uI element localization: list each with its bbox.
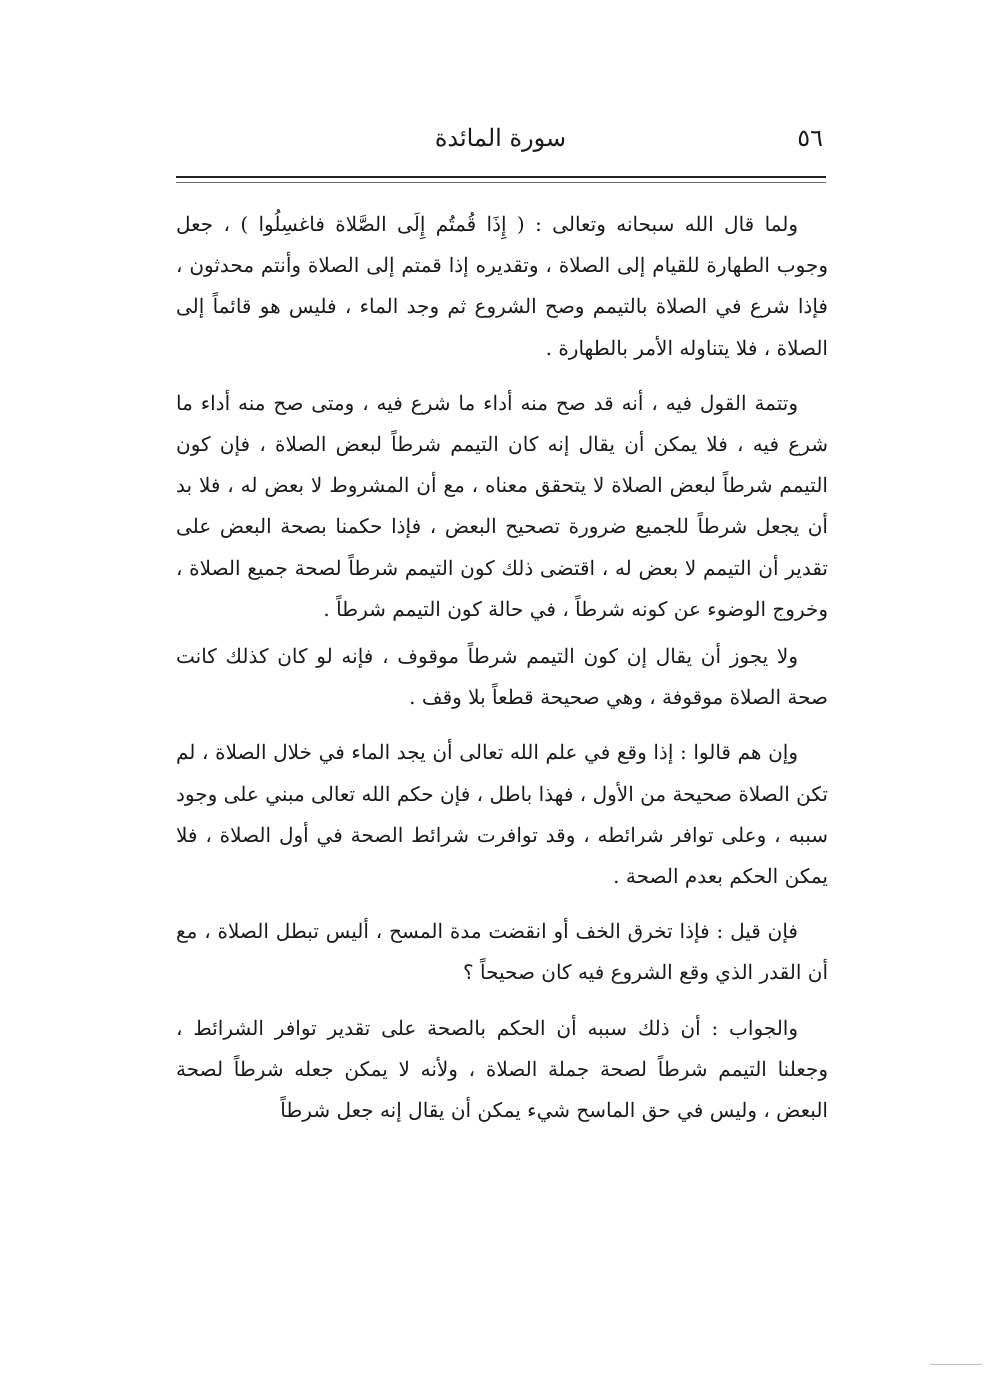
body-text: [176, 204, 828, 1131]
scan-edge-mark: [930, 1364, 982, 1365]
paragraph-5: فإن قيل : فإذا تخرق الخف أو انقضت مدة المسح ، أليس تبطل الصلاة ، مع أن القدر الذي وقع الشروع فيه كان صحيحاً ؟: [176, 919, 828, 985]
running-title: سورة المائدة: [434, 124, 567, 152]
paragraph-2: وتتمة القول فيه ، أنه قد صح منه أداء ما شرع فيه ، ومتى صح منه أداء ما شرع فيه ، فلا يمكن أن يقال إنه كان التيمم شرطاً لبعض الصلاة ، فإن كون التيمم شرطاً لبعض الصلاة لا يتحقق معناه ، مع أن المشروط لا بعض له ، فلا بد أن يجعل شرطاً للجميع ضرورة تصحيح البعض ، فإذا حكمنا بصحة البعض على تقدير أن التيمم لا بعض له ، اقتضى ذلك كون التيمم شرطاً لصحة جميع الصلاة ، وخروج الوضوء عن كونه شرطاً ، في حالة كون التيمم شرطاً .: [176, 390, 829, 621]
paragraph-1: ولما قال الله سبحانه وتعالى : ( إِذَا قُمتُم إِلَى الصَّلاة فاغسِلُوا ) ، جعل وجوب الطهارة للقيام إلى الصلاة ، وتقديره إذا قمتم إلى الصلاة وأنتم محدثون ، فإذا شرع في الصلاة بالتيمم وصح الشروع ثم وجد الماء ، فليس هو قائماً إلى الصلاة ، فلا يتناوله الأمر بالطهارة .: [176, 212, 828, 360]
paragraph-3: ولا يجوز أن يقال إن كون التيمم شرطاً موقوف ، فإنه لو كان كذلك كانت صحة الصلاة موقوفة ، وهي صحيحة قطعاً بلا وقف .: [176, 644, 828, 710]
header-rule-thin: [176, 182, 826, 183]
page-number: ٥٦: [797, 124, 823, 152]
paragraph-4: وإن هم قالوا : إذا وقع في علم الله تعالى أن يجد الماء في خلال الصلاة ، لم تكن الصلاة صحيحة من الأول ، فهذا باطل ، فإن حكم الله تعالى مبني على وجود سببه ، وعلى توافر شرائطه ، وقد توافرت شرائط الصحة في أول الصلاة ، فلا يمكن الحكم بعدم الصحة .: [176, 740, 828, 889]
paragraph-6: والجواب : أن ذلك سببه أن الحكم بالصحة على تقدير توافر الشرائط ، وجعلنا التيمم شرطاً لصحة جملة الصلاة ، ولأنه لا يمكن جعله شرطاً لصحة البعض ، وليس في حق الماسح شيء يمكن أن يقال إنه جعل شرطاً: [176, 1015, 828, 1123]
page-header: [178, 118, 823, 158]
header-rule: [176, 176, 826, 178]
